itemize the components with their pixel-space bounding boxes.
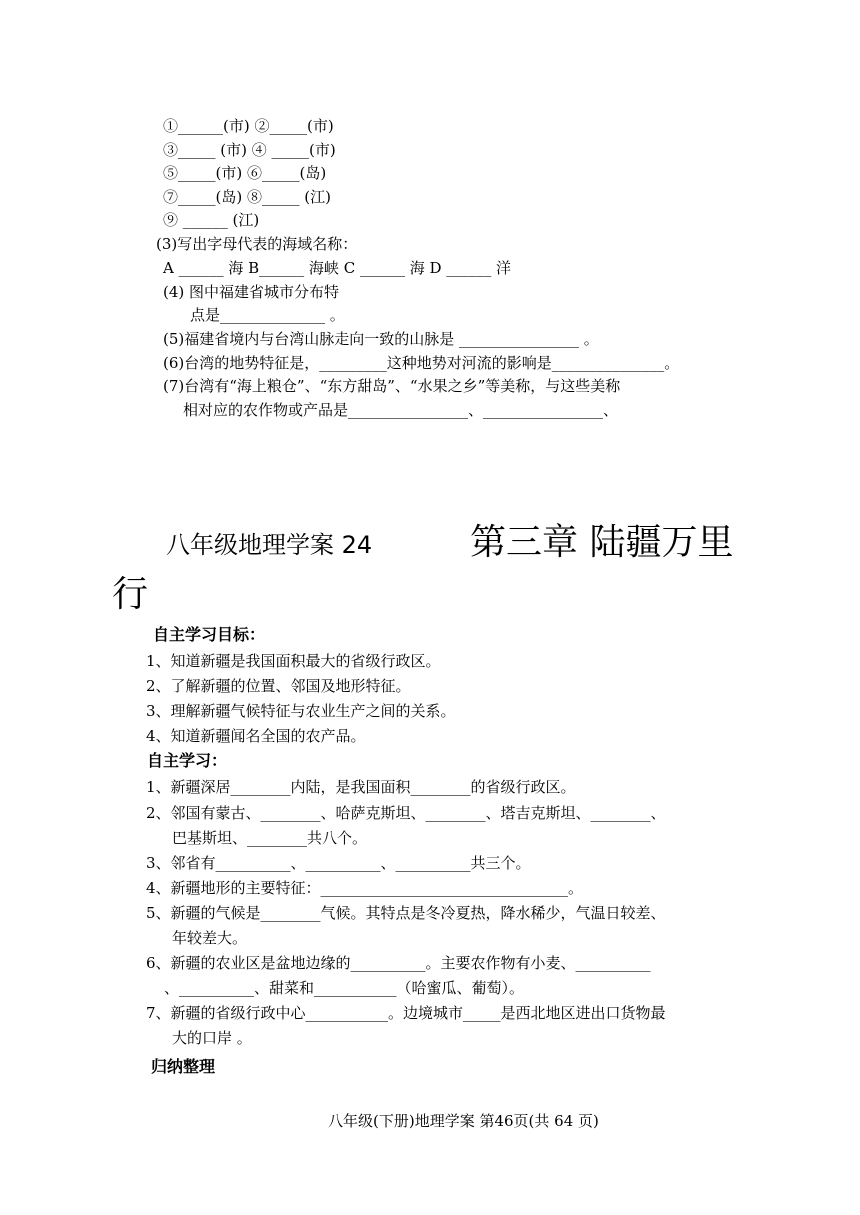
- question-4-line-1: (4) 图中福建省城市分布特: [163, 283, 340, 301]
- blank-row-2: ③_____ (市) ④ _____(市): [163, 141, 336, 159]
- question-6: (6)台湾的地势特征是，_________这种地势对河流的影响是_______________。: [163, 354, 680, 372]
- question-5: (5)福建省境内与台湾山脉走向一致的山脉是 ________________ 。: [163, 330, 599, 348]
- goals-title: 自主学习目标：: [153, 625, 266, 644]
- blank-row-4: ⑦_____(岛) ⑧_____ (江): [163, 188, 331, 206]
- self-study-q6-line-2: 、__________、甜菜和___________（哈蜜瓜、葡萄）。: [164, 979, 525, 997]
- self-study-q5-line-2: 年较差大。: [172, 929, 248, 947]
- self-study-q2-line-1: 2、邻国有蒙古、________、哈萨克斯坦、________、塔吉克斯坦、________、: [146, 804, 666, 822]
- question-3-answers: A ______ 海 B______ 海峡 C ______ 海 D ______ 洋: [163, 259, 512, 277]
- blank-row-5: ⑨ ______ (江): [163, 211, 260, 229]
- goal-item-4: 4、知道新疆闻名全国的农产品。: [146, 727, 366, 745]
- self-study-q5-line-1: 5、新疆的气候是________气候。其特点是冬冷夏热，降水稀少，气温日较差、: [146, 904, 666, 922]
- question-7-line-1: (7)台湾有“海上粮仓”、“东方甜岛”、“水果之乡”等美称，与这些美称: [163, 377, 621, 395]
- goal-item-1: 1、知道新疆是我国面积最大的省级行政区。: [146, 652, 441, 670]
- self-study-q4: 4、新疆地形的主要特征：_________________________________。: [146, 879, 584, 897]
- blank-row-3: ⑤_____(市) ⑥_____(岛): [163, 164, 327, 182]
- summary-title: 归纳整理: [151, 1057, 216, 1076]
- self-study-q1: 1、新疆深居________内陆，是我国面积________的省级行政区。: [146, 778, 576, 796]
- chapter-title: 第三章 陆疆万里: [470, 522, 734, 563]
- blank-row-1: ①______(市) ②_____(市): [163, 117, 334, 135]
- self-study-q3: 3、邻省有__________、__________、__________共三个。: [146, 854, 531, 872]
- goal-item-3: 3、理解新疆气候特征与农业生产之间的关系。: [146, 702, 456, 720]
- page-footer: 八年级(下册)地理学案 第46页(共 64 页): [328, 1112, 599, 1130]
- question-4-line-2: 点是______________ 。: [190, 306, 345, 324]
- question-3-prompt: (3)写出字母代表的海域名称：: [156, 235, 358, 253]
- self-study-title: 自主学习：: [147, 751, 228, 770]
- chapter-title-wrap: 行: [112, 574, 149, 615]
- self-study-q6-line-1: 6、新疆的农业区是盆地边缘的__________。主要农作物有小麦、__________: [146, 954, 651, 972]
- goal-item-2: 2、了解新疆的位置、邻国及地形特征。: [146, 677, 411, 695]
- self-study-q7-line-1: 7、新疆的省级行政中心___________。边境城市_____是西北地区进出口货物最: [146, 1004, 666, 1022]
- question-7-line-2: 相对应的农作物或产品是________________、________________、: [183, 401, 619, 419]
- lesson-plan-title: 八年级地理学案 24: [166, 531, 373, 559]
- self-study-q7-line-2: 大的口岸 。: [172, 1029, 252, 1047]
- self-study-q2-line-2: 巴基斯坦、________共八个。: [172, 829, 368, 847]
